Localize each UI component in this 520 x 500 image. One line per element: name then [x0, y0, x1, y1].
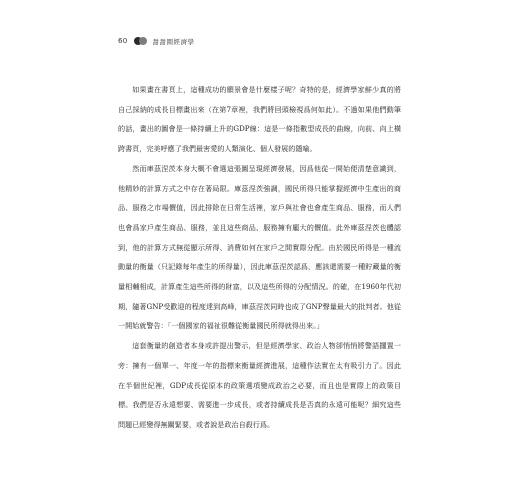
body-text	[118, 80, 401, 435]
book-title: 甜甜圈經濟學	[152, 37, 195, 46]
paragraph-3: 這套衡量的創造者本身或許提出警示，但是經濟學家、政治人物卻悄悄將警語擱置一旁：擁有一個單一、年度一年的指標來衡量經濟進展，這種作法實在太有吸引力了。因此在半個世紀裡，GDP成長從原本的政策選項變成政治之必要，而且也是實際上的政策目標。我們是否永遠想要、需要進一步成長，或者持續成長是否真的永遠可能呢？細究這些問題已經變得無關緊要，或者說是政治自殺行爲。	[118, 341, 401, 429]
paragraph-2: 然而庫茲涅茨本身大概不會選這張圖呈現經濟發展，因爲他從一開始便清楚意識到，他精妙的計算方式之中存在著局限。庫茲涅茨強調，國民所得只能掌握經濟中生產出的商品、服務之市場價值，因此排除在日常生活裡，家戶與社會也會產生商品、服務，而人們也會爲家戶產生商品、服務，並且這些商品、服務擁有龐大的價值。此外庫茲涅茨也體認到，他的計算方式無從顯示所得、消費如何在家戶之間實際分配。由於國民所得是一種流動量的衡量（只記錄每年產生的所得量），因此庫茲涅茨認爲，應該還需要一種貯藏量的衡量相輔相成，計算產生這些所得的財富，以及這些所得的分配情況。的確，在1960年代初期，隨著GNP受歡迎的程度達到高峰，庫茲涅茨同時也成了GNP聲量最大的批判者。他從一開始就警告：「一個國家的福祉很難從衡量國民所得就得出來。」	[118, 163, 401, 331]
book-logo-icon	[134, 37, 147, 45]
page-number: 60	[118, 37, 128, 45]
paragraph-1: 如果畫在書頁上，這種成功的願景會是什麼樣子呢？奇特的是，經濟學家鮮少真的將自己採納的成長目標畫出來（在第7章裡，我們將回頭檢視爲何如此）。不過如果他們動筆的話，畫出的圖會是一條持續上升的GDP線：這是一條指數型成長的曲線，向前、向上橫跨書頁，完美呼應了我們最害愛的人類演化、個人發展的隱喻。	[118, 85, 401, 154]
logo-gray-circle	[139, 37, 147, 45]
running-header	[118, 34, 195, 48]
